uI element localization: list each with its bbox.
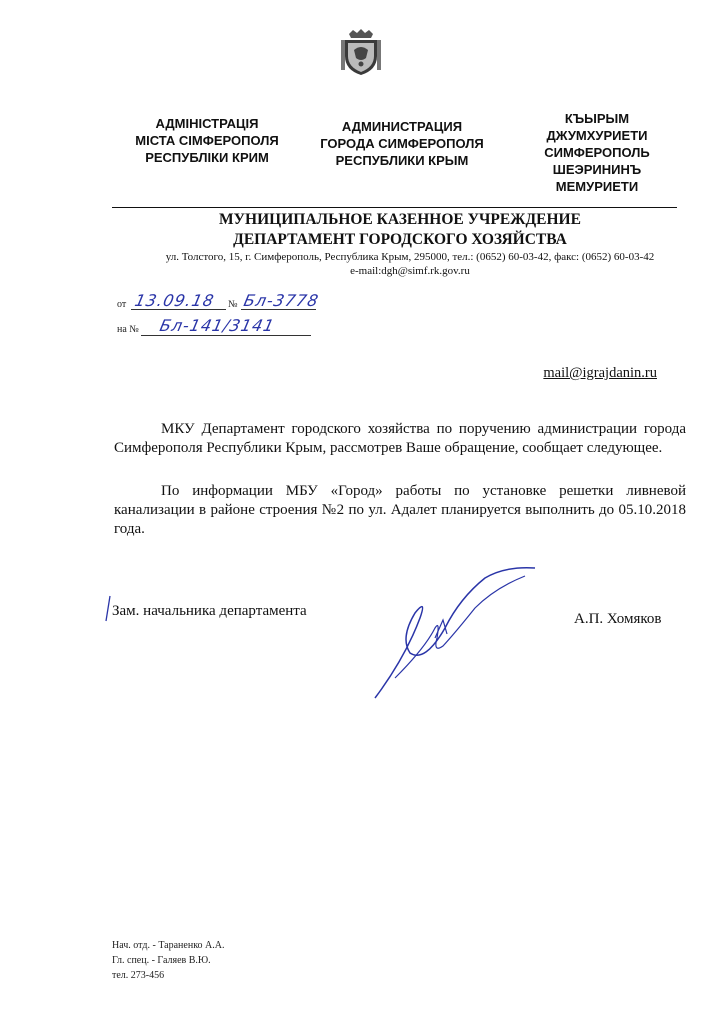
handwritten-signature	[365, 558, 545, 708]
header-ru-line: РЕСПУБЛИКИ КРЫМ	[335, 153, 469, 168]
reply-underline	[141, 335, 311, 336]
signatory-name: А.П. Хомяков	[574, 611, 662, 627]
from-label: от	[117, 299, 127, 310]
header-crimean-tatar	[512, 110, 682, 195]
header-cr-line: ДЖУМХУРИЕТИ	[546, 128, 648, 143]
organization-address: ул. Толстого, 15, г. Симферополь, Республика Крым, 295000, тел.: (0652) 60-03-42, факс: (0652) 60-03-42	[165, 251, 655, 263]
recipient-email: mail@igrajdanin.ru	[543, 365, 657, 381]
header-cr-line: КЪЫРЫМ	[564, 111, 630, 126]
signature-title: Зам. начальника департамента	[112, 603, 307, 619]
outgoing-number-handwritten: Бл-3778	[241, 291, 321, 310]
approval-tick-mark	[102, 595, 112, 623]
org-line2: ДЕПАРТАМЕНТ ГОРОДСКОГО ХОЗЯЙСТВА	[233, 231, 567, 248]
header-ua-line: АДМІНІСТРАЦІЯ	[155, 116, 259, 131]
header-cr-line: МЕМУРИЕТИ	[555, 179, 639, 194]
footer-line: тел. 273-456	[112, 970, 165, 981]
header-cr-line: ШЕЭРИНИНЪ	[552, 162, 642, 177]
header-ukrainian	[112, 115, 302, 166]
header-divider	[112, 207, 677, 208]
footer-line: Гл. спец. - Галяев В.Ю.	[112, 955, 211, 966]
number-label: №	[228, 299, 238, 310]
organization-email: e-mail:dgh@simf.rk.gov.ru	[350, 265, 470, 277]
header-ua-line: МІСТА СІМФЕРОПОЛЯ	[135, 133, 279, 148]
header-ru-line: АДМИНИСТРАЦИЯ	[341, 119, 463, 134]
paragraph-text: По информации МБУ «Город» работы по установке решетки ливневой канализации в районе строения №2 по ул. Адалет планируется выполнить до 05.10.2018 года.	[114, 483, 686, 537]
footer-line: Нач. отд. - Тараненко А.А.	[112, 940, 225, 951]
reply-number-handwritten: Бл-141/3141	[157, 316, 277, 335]
header-cr-line: СИМФЕРОПОЛЬ	[544, 145, 650, 160]
header-russian	[302, 118, 502, 169]
body-paragraph-1	[114, 420, 686, 458]
body-paragraph-2	[114, 482, 686, 539]
paragraph-text: МКУ Департамент городского хозяйства по поручению администрации города Симферополя Республики Крым, рассмотрев Ваше обращение, сообщает следующее.	[114, 421, 686, 456]
date-handwritten: 13.09.18	[132, 291, 217, 310]
reply-label: на №	[117, 324, 139, 335]
executor-footer	[112, 938, 225, 983]
header-ru-line: ГОРОДА СИМФЕРОПОЛЯ	[320, 136, 484, 151]
org-line1: МУНИЦИПАЛЬНОЕ КАЗЕННОЕ УЧРЕЖДЕНИЕ	[219, 211, 581, 228]
crimea-coat-of-arms-icon	[341, 28, 381, 76]
header-ua-line: РЕСПУБЛІКИ КРИМ	[145, 150, 269, 165]
organization-name	[150, 210, 650, 250]
